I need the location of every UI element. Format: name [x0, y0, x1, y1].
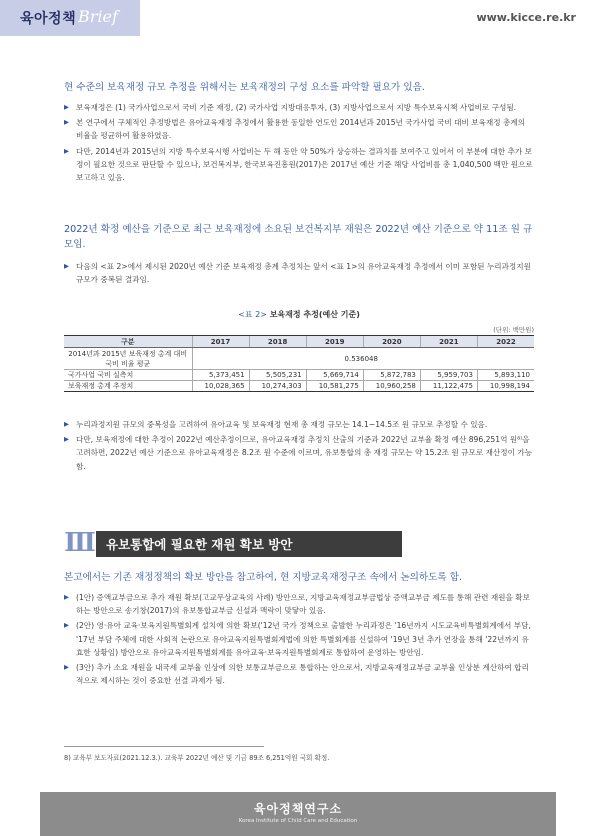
budget-2022-section — [64, 222, 534, 288]
section-number: Ⅲ — [64, 528, 94, 558]
brand-name-ko: 육아정책 — [20, 11, 77, 27]
column-header: 2021 — [420, 336, 477, 348]
table-cell: 5,893,110 — [477, 370, 534, 381]
footnote-divider — [64, 746, 264, 747]
table-row — [64, 348, 534, 370]
list-item: ▶ 본 연구에서 구체적인 추정방법은 유아교육재정 추정에서 활용한 동일한 연도인 2014년과 2015년 국가사업 국비 대비 보육재정 총계의 비율을 평균하여 활용하였음. — [64, 116, 534, 142]
column-header: 2020 — [363, 336, 420, 348]
table-cell: 0.536048 — [192, 348, 534, 370]
intro-lead: 현 수준의 보육재정 규모 추정을 위해서는 보육재정의 구성 요소를 파악할 필요가 있음. — [64, 82, 425, 93]
row-label: 국가사업 국비 실측치 — [64, 370, 192, 381]
column-header: 2019 — [306, 336, 363, 348]
column-header: 2017 — [192, 336, 249, 348]
list-item: ▶ 다음의 <표 2>에서 제시된 2020년 예산 기준 보육재정 총계 추정치는 앞서 <표 1>의 유아교육재정 추정에서 이미 포함된 누리과정지원 규모가 중복된 결과임. — [64, 260, 534, 286]
table-cell: 10,960,258 — [363, 381, 420, 392]
table-row — [64, 370, 534, 381]
table-cell: 5,959,703 — [420, 370, 477, 381]
table-cell: 5,373,451 — [192, 370, 249, 381]
page-header — [0, 0, 596, 36]
budget-2022-lead: 2022년 확정 예산을 기준으로 최근 보육재정에 소요된 보건복지부 재원은 2022년 예산 기준으로 약 11조 원 규모임. — [64, 224, 533, 250]
table-cell: 5,669,714 — [306, 370, 363, 381]
list-item: ▶ 보육재정은 (1) 국가사업으로서 국비 기준 재정, (2) 국가사업 지방대응투자, (3) 지방사업으로서 지방 특수보육시책 사업비로 구성됨. — [64, 101, 534, 114]
brand-logo — [0, 0, 140, 36]
intro-section — [64, 80, 534, 186]
list-item: ▶ (2안) 영·유아 교육·보육지원특별회계 설치에 의한 확보('12년 국가 정책으로 출발한 누리과정은 '16년까지 시도교육비특별회계에서 부담, '17년 부담 주체에 대한 사회적 논란으로 유아교육지원특별회계법에 의한 특별회계를 신설하여 '19년 3년 추가 연장을 통해 '22년까지 유효한 상황임) 방안으로 유아교육지원특별회계를 유아교육·보육지원특별회계로 통합하여 운영하는 방안임. — [64, 619, 534, 659]
table-caption — [64, 309, 534, 320]
table-cell: 5,505,231 — [249, 370, 306, 381]
after-table-bullet-list — [64, 418, 534, 473]
footnote: 8) 교육부 보도자료(2021.12.3.). 교육부 2022년 예산 및 기금 89조 6,251억원 국회 확정. — [64, 754, 330, 762]
table-row — [64, 381, 534, 392]
budget-table — [64, 335, 534, 392]
list-item: ▶ 누리과정지원 규모의 중복성을 고려하여 유아교육 및 보육재정 현재 총 재정 규모는 14.1~14.5조 원 규모로 추정할 수 있음. — [64, 418, 534, 431]
section-lead: 본고에서는 기존 재정정책의 확보 방안을 참고하여, 현 지방교육재정구조 속에서 논의하도록 함. — [64, 572, 463, 583]
table-cell: 5,872,783 — [363, 370, 420, 381]
column-header: 2022 — [477, 336, 534, 348]
table-header-row — [64, 336, 534, 348]
section-bullet-list — [64, 591, 534, 687]
table-cell: 10,998,194 — [477, 381, 534, 392]
section-body — [64, 570, 534, 689]
intro-bullet-list — [64, 101, 534, 184]
column-header: 2018 — [249, 336, 306, 348]
footer-org-name-ko: 육아정책연구소 — [253, 802, 343, 816]
brand-name-en: Brief — [78, 7, 118, 26]
table-cell: 10,274,303 — [249, 381, 306, 392]
row-label: 보육재정 총계 추정치 — [64, 381, 192, 392]
list-item: ▶ (3안) 추가 소요 재원을 내국세 교부율 인상에 의한 보통교부금으로 통합하는 안으로서, 지방교육재정교부금 교부율 인상분 계산하여 합리적으로 제시하는 것이 중요한 선결 과제가 됨. — [64, 661, 534, 687]
row-label: 2014년과 2015년 보육재정 총계 대비 국비 비율 평균 — [64, 348, 192, 370]
column-header: 구분 — [64, 336, 192, 348]
list-item: ▶ 다만, 2014년과 2015년의 지방 특수보육시행 사업비는 두 해 동안 약 50%가 상승하는 결과치를 보여주고 있어서 이 부분에 대한 추가 보정이 필요한 것으로 판단할 수 있으나, 보건복지부, 한국보육진흥원(2017)은 2017년 예산 기준 해당 사업비를 총 1,040,500 백만 원으로 보고하고 있음. — [64, 145, 534, 185]
page-footer — [40, 792, 556, 836]
table-unit: (단위: 백만원) — [493, 326, 534, 334]
list-item: ▶ 다만, 보육재정에 대한 추정이 2022년 예산추정이므로, 유아교육재정 추정치 산출의 기준과 2022년 교부율 확정 예산 896,251억 원⁸⁾을 고려하면, 2022년 예산 기준으로 유아교육재정은 8.2조 원 수준에 이르며, 유보통합의 총 재정 규모는 약 15.2조 원 규모로 재산정이 가능함. — [64, 433, 534, 473]
table-title: 보육재정 추정(예산 기준) — [269, 310, 360, 319]
table-cell: 10,028,365 — [192, 381, 249, 392]
table-cell: 11,122,475 — [420, 381, 477, 392]
after-table-section — [64, 418, 534, 475]
site-url[interactable]: www.kicce.re.kr — [476, 11, 576, 24]
section-title: 유보통합에 필요한 재원 확보 방안 — [106, 537, 293, 552]
list-item: ▶ (1안) 증액교부금으로 추가 재원 확보(고교무상교육의 사례) 방안으로, 지방교육재정교부금법상 증액교부금 제도를 통해 관련 재원을 확보하는 방안으로 송기창(2017)의 유보통합교부금 신설과 맥락이 맞닿아 있음. — [64, 591, 534, 617]
table-number: <표 2> — [238, 310, 267, 319]
budget-2022-bullet-list — [64, 260, 534, 286]
table-cell: 10,581,275 — [306, 381, 363, 392]
footer-org-name-en: Korea Institute of Child Care and Education — [238, 818, 358, 824]
